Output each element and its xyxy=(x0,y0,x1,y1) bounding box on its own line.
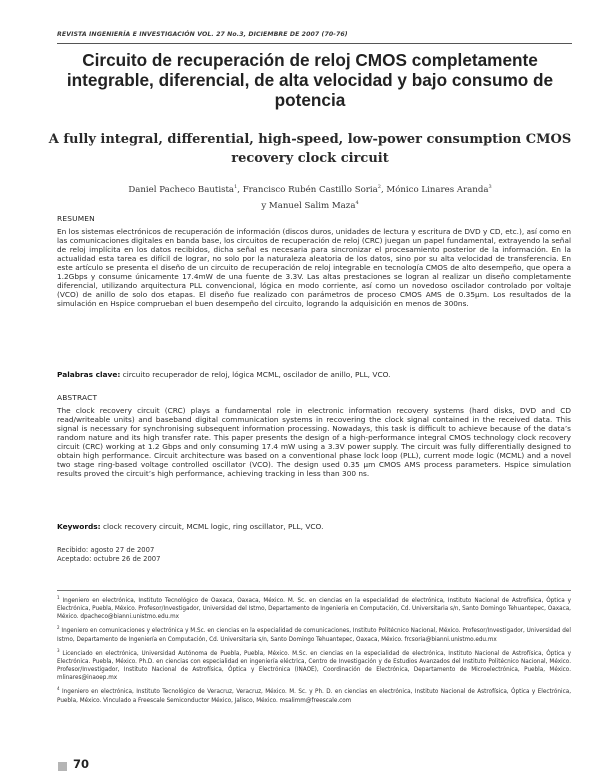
footnote-mark: 3 xyxy=(57,647,60,653)
footnote-mark: 1 xyxy=(57,595,60,600)
footnote xyxy=(57,594,571,622)
footnote xyxy=(57,624,571,643)
resumen-text: En los sistemas electrónicos de recuperación de información (discos duros, unidades de lectura y escritura de DVD y CD, etc.), así como en las comunicaciones digitales en banda base, los circuitos de recuperación de reloj (CRC) juegan un papel fundamental, extrayendo la señal de reloj implícita en los datos recibidos, dicha señal es necesaria para sincronizar el procesamiento posterior de la información. En la actualidad esta tarea es difícil de lograr, no solo por la naturaleza aleatoria de los datos, sino por su alta velocidad de transferencia. En este artículo se presenta el diseño de un circuito de recuperación de reloj integrable en tecnología CMOS de alto desempeño, que opera a 1.2Gbps y consume únicamente 17.4mW de una fuente de 3.3V. Las altas prestaciones se logran al realizar un diseño completamente diferencial, utilizando arquitectura PLL convencional, lógica en modo corriente, así como un novedoso oscilador controlado por voltaje (VCO) de anillo de solo dos etapas. El diseño fue realizado con parámetros de proceso CMOS AMS de 0.35µm. Los resultados de la simulación en Hspice comprueban el buen desempeño del circuito, logrando la adquisición en menos de 300ns. xyxy=(57,227,571,309)
authors xyxy=(40,181,580,214)
author-name: Daniel Pacheco Bautista xyxy=(128,184,235,195)
title-spanish: Circuito de recuperación de reloj CMOS completamente integrable, diferencial, de alta velocidad y bajo consumo de potencia xyxy=(66,50,554,110)
footnote-text: Ingeniero en comunicaciones y electrónica y M.Sc. en ciencias en la especialidad de comunicaciones, Instituto Politécnico Nacional, México. Profesor/Investigador, Universidad del Istmo, Departamento de Ingeniería en Computación, Cd. Universitaria s/n, Santo Domingo Tehuantepec, Oaxaca, México. frcsoria@bianni.unistmo.edu.mx xyxy=(57,628,571,643)
footnotes xyxy=(57,594,571,708)
received-date: Recibido: agosto 27 de 2007 xyxy=(57,546,155,554)
author-name: Mónico Linares Aranda xyxy=(386,184,489,195)
keywords-text: clock recovery circuit, MCML logic, ring oscillator, PLL, VCO. xyxy=(102,522,324,531)
palabras-clave-label: Palabras clave: xyxy=(57,370,121,379)
authors-line-2 xyxy=(40,197,580,213)
author-affiliation-mark: 1 xyxy=(234,184,238,190)
footnote xyxy=(57,647,571,683)
accepted-date: Aceptado: octubre 26 de 2007 xyxy=(57,555,161,564)
author-affiliation-mark: 3 xyxy=(488,184,492,190)
footnote-text: Ingeniero en electrónica, Instituto Tecnológico de Veracruz, Veracruz, México. M. Sc. y Ph. D. en ciencias en electrónica, Instituto Nacional de Astrofísica, Óptica y Electrónica, Puebla, México. Vinculado a Freescale Semiconductor México, Jalisco, México. msalimm@freescale.com xyxy=(57,689,571,704)
author-affiliation-mark: 4 xyxy=(355,200,359,207)
footnote-divider xyxy=(57,590,571,591)
abstract-text: The clock recovery circuit (CRC) plays a fundamental role in electronic information recovery systems (hard disks, DVD and CD read/writeable units) and baseband digital communication systems in recovering the clock signal contained in the received data. This signal is necessary for synchronising subsequent information processing. Nowadays, this task is difficult to achieve because of the data’s random nature and its high transfer rate. This paper presents the design of a high-performance integral CMOS technology clock recovery circuit (CRC) working at 1.2 Gbps and only consuming 17.4 mW using a 3.3V power supply. The circuit was fully differentially designed to obtain high performance. Circuit architecture was based on a conventional phase lock loop (PLL), current mode logic (MCML) and a novel two stage ring-based voltage controlled oscillator (VCO). The design used 0.35 µm CMOS AMS process parameters. Hspice simulation results proved the circuit’s high performance, achieving tracking in less than 300 ns. xyxy=(57,406,571,479)
article-dates xyxy=(57,546,160,565)
author-affiliation-mark: 2 xyxy=(377,184,381,190)
abstract-heading: ABSTRACT xyxy=(57,393,98,402)
journal-header: REVISTA INGENIERÍA E INVESTIGACIÓN VOL. 27 No.3, DICIEMBRE DE 2007 (70-76) xyxy=(57,31,348,38)
keywords xyxy=(57,522,571,531)
footnote-text: Ingeniero en electrónica, Instituto Tecnológico de Oaxaca, Oaxaca, México. M. Sc. en ciencias en la especialidad de electrónica, Instituto Nacional de Astrofísica, Óptica y Electrónica, Puebla, México. Profesor/Investigador, Universidad del Istmo, Departamento de Ingeniería en Computación, Cd. Universitaria s/n, Santo Domingo Tehuantepec, Oaxaca, México. dpacheco@bianni.unistmo.edu.mx xyxy=(57,597,572,621)
footnote-mark: 4 xyxy=(57,686,60,692)
title-english: A fully integral, differential, high-speed, low-power consumption CMOS recovery clock circuit xyxy=(48,132,572,166)
header-divider xyxy=(57,43,572,44)
author-name: Francisco Rubén Castillo Soria xyxy=(242,184,378,195)
palabras-clave-text: circuito recuperador de reloj, lógica MCML, oscilador de anillo, PLL, VCO. xyxy=(122,370,391,379)
footnote-text: Licenciado en electrónica, Universidad Autónoma de Puebla, Puebla, México. M.Sc. en ciencias en la especialidad de electrónica, Instituto Nacional de Astrofísica, Óptica y Electrónica. Puebla, México. Ph.D. en ciencias con especialidad en ingeniería eléctrica, Centro de Investigación y de Estudios Avanzados del Instituto Politécnico Nacional, México. Profesor/Investigador, Instituto Nacional de Astrofísica, Óptica y Electrónica (INAOE), Coordinación de Electrónica, Departamento de Microelectrónica, Puebla, México. mlinares@inaoep.mx xyxy=(57,650,571,682)
page-number: 70 xyxy=(73,757,90,771)
footnote xyxy=(57,685,571,704)
page-marker-square xyxy=(58,762,67,771)
resumen-heading: RESUMEN xyxy=(57,214,95,223)
authors-line-1: Daniel Pacheco Bautista$^1$, Francisco Rubén Castillo Soria$^2$, Mónico Linares Aranda$^3$ xyxy=(128,184,492,195)
palabras-clave xyxy=(57,370,571,379)
footnote-mark: 2 xyxy=(57,625,60,631)
author-name: y Manuel Salim Maza xyxy=(261,201,356,212)
keywords-label: Keywords: xyxy=(57,522,101,531)
